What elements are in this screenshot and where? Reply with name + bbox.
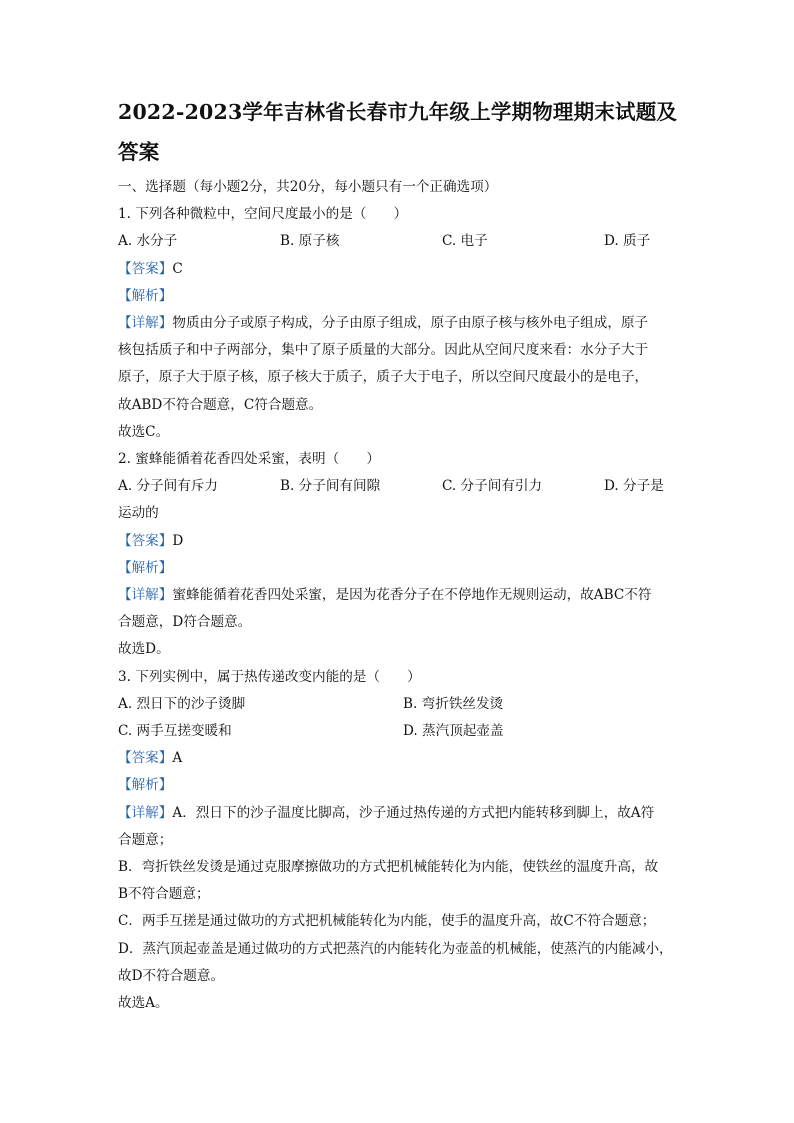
q2-detail-text-1: 蜜蜂能循着花香四处采蜜，是因为花香分子在不停地作无规则运动，故ABC不符 (172, 587, 652, 604)
q3-stem: 3. 下列实例中，属于热传递改变内能的是（ ） (118, 668, 421, 685)
q2-stem: 2. 蜜蜂能循着花香四处采蜜，表明（ ） (118, 451, 380, 468)
q3-answer-value: A (172, 750, 183, 767)
q2-option-a: A. 分子间有斥力 (118, 478, 219, 495)
q1-options (118, 228, 688, 255)
answer-tag: 【答案】 (118, 260, 173, 277)
q3-options-row-1 (118, 691, 688, 718)
q2-options (118, 473, 688, 500)
q2-answer-value: D (172, 532, 184, 549)
q1-detail-line-3: 原子，原子大于原子核，原子核大于质子，质子大于电子，所以空间尺度最小的是电子， (118, 369, 649, 386)
q2-option-d: D. 分子是 (604, 478, 664, 495)
analysis-tag: 【解析】 (118, 777, 173, 794)
analysis-tag: 【解析】 (118, 287, 173, 304)
detail-tag: 【详解】 (118, 587, 173, 604)
q1-analysis (118, 283, 688, 310)
q3-detail-line-5: C．两手互搓是通过做功的方式把机械能转化为内能，使手的温度升高，故C不符合题意； (118, 913, 656, 930)
q3-option-d: D. 蒸汽顶起壶盖 (403, 723, 504, 740)
q3-detail-line-3: B．弯折铁丝发烫是通过克服摩擦做功的方式把机械能转化为内能，使铁丝的温度升高，故 (118, 859, 659, 876)
section-heading: 一、选择题（每小题2分，共20分，每小题只有一个正确选项） (118, 179, 498, 195)
q2-option-d-wrap: 运动的 (118, 505, 159, 522)
detail-tag: 【详解】 (118, 804, 173, 821)
q1-detail-text-1: 物质由分子或原子构成，分子由原子组成，原子由原子核与核外电子组成，原子 (172, 315, 649, 332)
q1-option-a: A. 水分子 (118, 233, 178, 250)
q2-analysis (118, 555, 688, 582)
q3-option-b: B. 弯折铁丝发烫 (403, 695, 504, 712)
q1-choose: 故选C。 (118, 423, 170, 440)
title-line-1: 2022-2023学年吉林省长春市九年级上学期物理期末试题及 (118, 100, 678, 124)
answer-tag: 【答案】 (118, 532, 173, 549)
answer-tag: 【答案】 (118, 750, 173, 767)
q1-option-d: D. 质子 (604, 233, 651, 250)
q3-option-c: C. 两手互搓变暖和 (118, 723, 232, 740)
q2-detail-line-2: 合题意，D符合题意。 (118, 614, 252, 631)
q1-detail-line-4: 故ABD不符合题意，C符合题意。 (118, 396, 323, 413)
q2-answer (118, 528, 688, 555)
detail-tag: 【详解】 (118, 315, 173, 332)
q3-options-row-2 (118, 718, 688, 745)
document-title (118, 92, 688, 172)
q3-detail-line-1 (118, 800, 688, 827)
q3-choose: 故选A。 (118, 995, 169, 1012)
q1-answer (118, 256, 688, 283)
q1-detail-line-2: 核包括质子和中子两部分，集中了原子质量的大部分。因此从空间尺度来看：水分子大于 (118, 342, 649, 359)
q3-detail-line-2: 合题意； (118, 831, 173, 848)
q3-analysis (118, 772, 688, 799)
q2-option-c: C. 分子间有引力 (442, 478, 543, 495)
q3-detail-text-1: A．烈日下的沙子温度比脚高，沙子通过热传递的方式把内能转移到脚上，故A符 (172, 804, 655, 821)
q1-stem: 1. 下列各种微粒中，空间尺度最小的是（ ） (118, 206, 408, 223)
q3-option-a: A. 烈日下的沙子烫脚 (118, 695, 246, 712)
q2-choose: 故选D。 (118, 641, 170, 658)
q1-answer-value: C (172, 260, 183, 277)
title-line-2: 答案 (118, 140, 160, 164)
q3-detail-line-4: B不符合题意； (118, 886, 210, 903)
q2-option-b: B. 分子间有间隙 (280, 478, 381, 495)
q3-answer (118, 745, 688, 772)
q3-detail-line-6: D．蒸汽顶起壶盖是通过做功的方式把蒸汽的内能转化为壶盖的机械能，使蒸汽的内能减小， (118, 940, 673, 957)
q1-detail-line-1 (118, 310, 688, 337)
analysis-tag: 【解析】 (118, 559, 173, 576)
document-page (118, 92, 688, 1017)
q1-option-c: C. 电子 (442, 233, 488, 250)
q3-detail-line-7: 故D不符合题意。 (118, 967, 225, 984)
q2-detail-line-1 (118, 582, 688, 609)
q1-option-b: B. 原子核 (280, 233, 340, 250)
